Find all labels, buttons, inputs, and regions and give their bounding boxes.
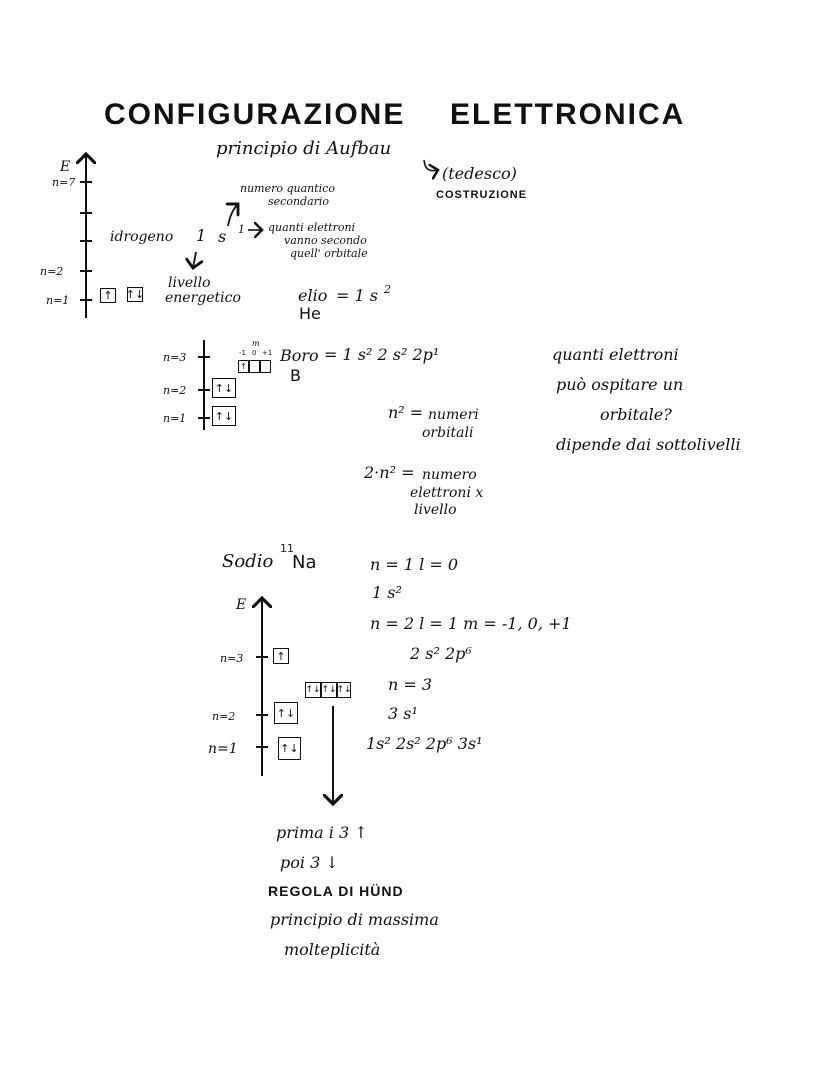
energy-level-note-1: livello <box>168 275 211 291</box>
sodium-p-orbital-3: ↑↓ <box>337 682 351 698</box>
formula-electrons-rhs-3: livello <box>414 502 457 518</box>
question-line-4: dipende dai sottolivelli <box>556 435 741 454</box>
hund-line-4: principio di massima <box>270 910 439 929</box>
arrow-to-secondary-qn <box>228 204 238 226</box>
helium-config-exp: 2 <box>384 283 391 296</box>
sodium-label: Sodio <box>222 551 274 572</box>
hydrogen-config-exp: 1 <box>238 223 245 236</box>
formula-electrons-lhs: 2·n² = <box>364 463 415 482</box>
hydrogen-orbital-box: ↑ <box>100 288 116 303</box>
sodium-axis-label: E <box>236 597 247 613</box>
helium-symbol: He <box>299 304 321 323</box>
secondary-qn-note-1: numero quantico <box>240 182 335 195</box>
aufbau-tedesco: (tedesco) <box>442 164 517 183</box>
sodium-orbital-1s: ↑↓ <box>278 737 301 760</box>
boron-energy-axis <box>198 340 210 430</box>
sodium-step-5: n = 3 <box>388 675 433 694</box>
boron-m-value-neg1: -1 <box>239 349 246 357</box>
sodium-step-6: 3 s¹ <box>388 704 418 723</box>
boron-level-n1: n=1 <box>163 412 187 425</box>
sodium-orbital-2s: ↑↓ <box>274 702 298 724</box>
electrons-note-2: vanno secondo <box>284 234 367 247</box>
boron-m-label: m <box>252 339 260 348</box>
hydrogen-level-n1: n=1 <box>46 294 70 307</box>
question-line-1: quanti elettroni <box>552 345 679 364</box>
helium-name: elio <box>298 286 328 305</box>
boron-m-value-0: 0 <box>252 349 257 357</box>
helium-orbital-box: ↑↓ <box>125 288 145 301</box>
aufbau-costruzione: COSTRUZIONE <box>436 189 528 201</box>
sodium-level-n1: n=1 <box>208 741 238 757</box>
hydrogen-level-n7: n=7 <box>52 176 76 189</box>
sodium-level-n3: n=3 <box>220 652 244 665</box>
secondary-qn-note-2: secondario <box>268 195 330 208</box>
sodium-level-n2: n=2 <box>212 710 236 723</box>
energy-level-note-2: energetico <box>165 290 241 306</box>
sodium-step-2: 1 s² <box>372 583 402 602</box>
sodium-energy-axis <box>256 598 333 804</box>
question-line-2: può ospitare un <box>556 375 684 394</box>
boron-config: = 1 s² 2 s² 2p¹ <box>324 345 440 364</box>
hund-line-2: poi 3 ↓ <box>280 853 339 872</box>
boron-p-orbital-2 <box>249 360 260 373</box>
sodium-p-orbital-1: ↑↓ <box>305 682 321 698</box>
boron-p-orbital-3 <box>260 360 271 373</box>
title-elettronica: ELETTRONICA <box>450 98 686 131</box>
sodium-symbol: Na <box>292 552 317 573</box>
sodium-p-orbital-2: ↑↓ <box>321 682 337 698</box>
electrons-note-3: quell' orbitale <box>290 247 368 260</box>
hund-rule-title: REGOLA DI HÜND <box>268 883 404 899</box>
formula-orbitals-lhs: n² = <box>388 403 424 422</box>
sodium-step-4: 2 s² 2p⁶ <box>410 644 472 663</box>
formula-electrons-rhs-2: elettroni x <box>410 485 484 501</box>
sodium-full-config: 1s² 2s² 2p⁶ 3s¹ <box>366 734 483 753</box>
sodium-orbital-3s: ↑ <box>273 648 289 664</box>
arrow-aufbau-to-tedesco <box>424 160 438 171</box>
formula-orbitals-rhs-2: orbitali <box>422 425 474 441</box>
hydrogen-config-s: s <box>218 227 227 246</box>
helium-config: = 1 s <box>336 286 378 305</box>
title-configurazione: CONFIGURAZIONE <box>104 98 406 131</box>
sodium-step-1: n = 1 l = 0 <box>370 555 459 574</box>
aufbau-principle: principio di Aufbau <box>216 138 392 159</box>
hund-line-5: molteplicità <box>284 940 381 959</box>
electrons-note-1: quanti elettroni <box>268 221 356 234</box>
boron-orbital-2s: ↑↓ <box>212 378 236 398</box>
formula-electrons-rhs-1: numero <box>422 467 477 483</box>
sodium-atomic-number: 11 <box>280 542 294 555</box>
hund-line-1: prima i 3 ↑ <box>276 823 368 842</box>
boron-level-n3: n=3 <box>163 351 187 364</box>
boron-p-orbital-1: ↑ <box>238 360 249 373</box>
boron-symbol: B <box>290 366 301 385</box>
hydrogen-axis-label: E <box>60 159 71 175</box>
boron-level-n2: n=2 <box>163 384 187 397</box>
sodium-step-3: n = 2 l = 1 m = -1, 0, +1 <box>370 614 572 633</box>
hydrogen-energy-axis <box>80 154 92 318</box>
boron-m-value-pos1: +1 <box>262 349 273 357</box>
hydrogen-config-n: 1 <box>196 226 207 245</box>
question-line-3: orbitale? <box>600 405 672 424</box>
hydrogen-level-n2: n=2 <box>40 265 64 278</box>
arrow-to-energy-level <box>193 252 196 268</box>
formula-orbitals-rhs-1: numeri <box>428 407 479 423</box>
boron-orbital-1s: ↑↓ <box>212 406 236 426</box>
boron-label: Boro <box>280 346 319 365</box>
hydrogen-label: idrogeno <box>110 229 174 245</box>
